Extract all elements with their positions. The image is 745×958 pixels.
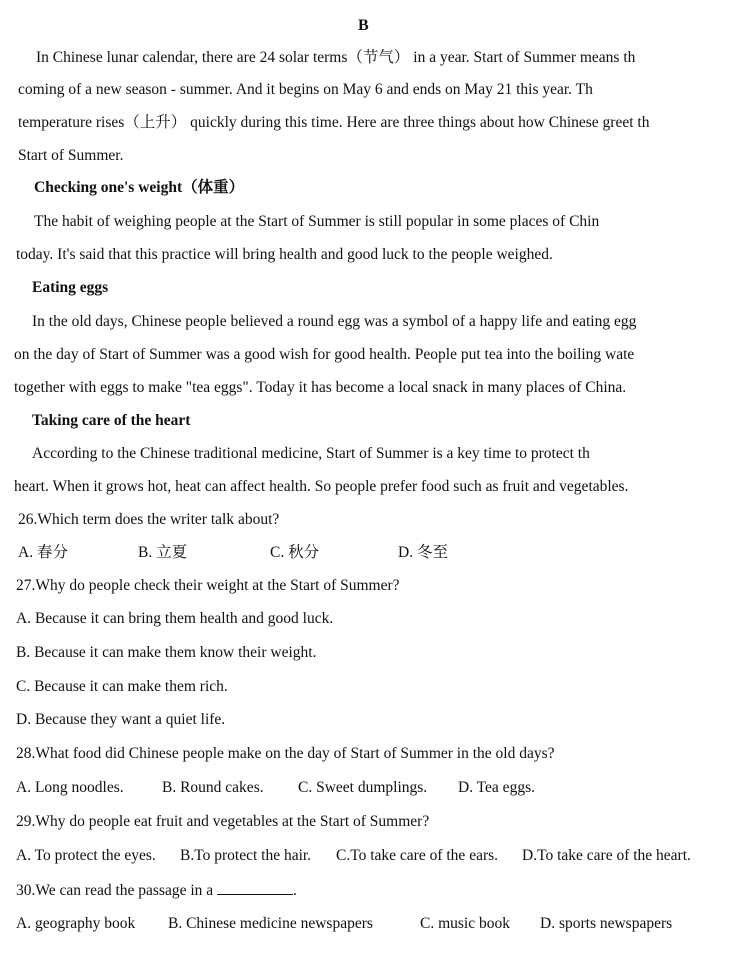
passage-line: heart. When it grows hot, heat can affect health. So people prefer food such as fruit and vegetables.: [14, 478, 629, 495]
section-heading: Taking care of the heart: [32, 412, 191, 429]
answer-option[interactable]: B.To protect the hair.: [180, 847, 312, 864]
answer-option[interactable]: B. Because it can make them know their weight.: [16, 644, 317, 661]
question-stem: [16, 880, 297, 901]
question-stem-end: .: [293, 882, 297, 899]
answer-option[interactable]: C.To take care of the ears.: [336, 847, 499, 864]
section-heading: Checking one's weight（体重）: [34, 179, 245, 196]
answer-option[interactable]: B. Chinese medicine newspapers: [168, 915, 373, 932]
answer-option[interactable]: D. Because they want a quiet life.: [16, 711, 226, 728]
passage-line: In the old days, Chinese people believed a round egg was a symbol of a happy life and eating egg: [32, 313, 637, 330]
answer-option[interactable]: A. To protect the eyes.: [16, 847, 156, 864]
passage-line: coming of a new season - summer. And it begins on May 6 and ends on May 21 this year. Th: [18, 81, 593, 98]
answer-option[interactable]: A. 春分: [18, 544, 68, 561]
section-heading: Eating eggs: [32, 279, 109, 296]
passage-line: today. It's said that this practice will bring health and good luck to the people weighed.: [16, 246, 553, 263]
answer-option[interactable]: C. music book: [420, 915, 510, 932]
passage-line: In Chinese lunar calendar, there are 24 solar terms（节气） in a year. Start of Summer means th: [36, 49, 636, 66]
answer-option[interactable]: C. 秋分: [270, 544, 320, 561]
answer-option[interactable]: C. Sweet dumplings.: [298, 779, 428, 796]
passage-line: temperature rises（上升） quickly during this time. Here are three things about how Chinese greet th: [18, 114, 650, 131]
passage-line: on the day of Start of Summer was a good wish for good health. People put tea into the boiling wate: [14, 346, 635, 363]
passage-line: According to the Chinese traditional medicine, Start of Summer is a key time to protect th: [32, 445, 590, 462]
answer-option[interactable]: B. Round cakes.: [162, 779, 264, 796]
passage-line: together with eggs to make "tea eggs". Today it has become a local snack in many places of China.: [14, 379, 627, 396]
answer-option[interactable]: C. Because it can make them rich.: [16, 678, 228, 695]
answer-option[interactable]: B. 立夏: [138, 544, 188, 561]
question-stem-text: 30.We can read the passage in a: [16, 882, 214, 899]
answer-option[interactable]: A. geography book: [16, 915, 136, 932]
question-stem: 27.Why do people check their weight at the Start of Summer?: [16, 577, 400, 594]
answer-option[interactable]: D. 冬至: [398, 544, 448, 561]
answer-option[interactable]: D. sports newspapers: [540, 915, 673, 932]
question-stem: 28.What food did Chinese people make on the day of Start of Summer in the old days?: [16, 745, 555, 762]
answer-blank[interactable]: [217, 880, 293, 895]
passage-line: The habit of weighing people at the Start of Summer is still popular in some places of Chin: [34, 213, 600, 230]
answer-option[interactable]: D. Tea eggs.: [458, 779, 535, 796]
answer-option[interactable]: D.To take care of the heart.: [522, 847, 691, 864]
section-title: B: [358, 17, 369, 34]
passage-line: Start of Summer.: [18, 147, 124, 164]
question-stem: 29.Why do people eat fruit and vegetables at the Start of Summer?: [16, 813, 430, 830]
question-stem: 26.Which term does the writer talk about?: [18, 511, 280, 528]
answer-option[interactable]: A. Because it can bring them health and good luck.: [16, 610, 334, 627]
answer-option[interactable]: A. Long noodles.: [16, 779, 124, 796]
